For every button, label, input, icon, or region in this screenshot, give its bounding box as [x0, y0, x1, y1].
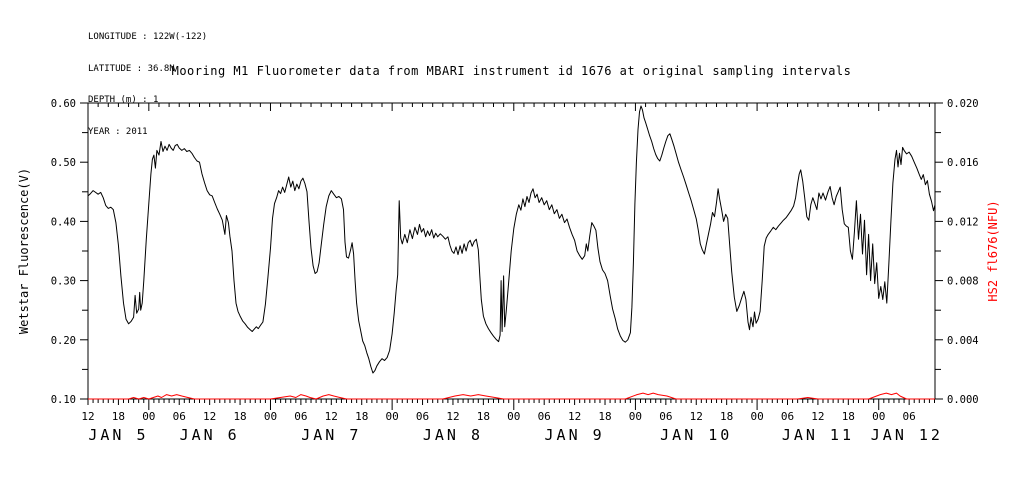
metadata-latitude: LATITUDE : 36.8N — [88, 63, 175, 74]
svg-text:06: 06 — [659, 410, 673, 423]
left-axis-ticks — [80, 103, 88, 399]
svg-text:JAN 7: JAN 7 — [301, 426, 362, 444]
svg-text:12: 12 — [689, 410, 703, 423]
svg-text:JAN 12: JAN 12 — [870, 426, 943, 444]
svg-text:0.020: 0.020 — [947, 98, 979, 110]
svg-text:0.016: 0.016 — [947, 157, 979, 170]
svg-text:12: 12 — [324, 410, 338, 423]
svg-text:0.012: 0.012 — [947, 216, 979, 229]
bottom-axis-ticks — [88, 399, 934, 410]
svg-text:18: 18 — [111, 410, 126, 423]
right-axis-ticks — [935, 103, 943, 399]
wetstar-series-line — [88, 106, 935, 373]
svg-text:18: 18 — [355, 410, 369, 423]
hs2-series-line — [88, 393, 935, 399]
top-axis-ticks — [88, 103, 929, 111]
svg-text:JAN 11: JAN 11 — [781, 426, 855, 444]
metadata-depth: DEPTH (m) : 1 — [88, 95, 159, 105]
svg-text:12: 12 — [446, 410, 460, 423]
metadata-longitude: LONGITUDE : 122W(-122) — [88, 32, 208, 42]
svg-text:12: 12 — [81, 410, 95, 423]
right-axis-title: HS2 fl676(NFU) — [986, 200, 1000, 302]
left-axis-tick-labels — [51, 98, 76, 406]
svg-text:18: 18 — [720, 410, 734, 423]
svg-text:JAN 6: JAN 6 — [179, 426, 240, 444]
svg-text:00: 00 — [385, 410, 399, 423]
left-axis-title: Wetstar Fluorescence(V) — [17, 167, 31, 335]
svg-text:0.008: 0.008 — [947, 275, 979, 288]
day-labels — [88, 426, 943, 444]
svg-text:0.50: 0.50 — [50, 157, 76, 170]
svg-text:06: 06 — [415, 410, 430, 423]
svg-text:12: 12 — [811, 410, 825, 423]
svg-text:00: 00 — [750, 410, 764, 423]
svg-text:JAN 5: JAN 5 — [88, 426, 149, 444]
svg-text:06: 06 — [780, 410, 795, 423]
svg-text:0.20: 0.20 — [50, 334, 76, 347]
svg-text:12: 12 — [203, 410, 217, 423]
svg-text:0.30: 0.30 — [50, 275, 76, 288]
svg-text:12: 12 — [567, 410, 582, 423]
svg-text:18: 18 — [233, 410, 247, 423]
svg-text:06: 06 — [294, 410, 308, 423]
svg-text:18: 18 — [476, 410, 490, 423]
svg-text:06: 06 — [537, 410, 551, 423]
svg-text:00: 00 — [263, 410, 278, 423]
svg-text:18: 18 — [841, 410, 855, 423]
svg-text:JAN 9: JAN 9 — [544, 426, 605, 444]
svg-text:18: 18 — [598, 410, 612, 423]
hour-labels — [81, 410, 915, 423]
svg-text:0.10: 0.10 — [50, 394, 76, 406]
svg-text:JAN 10: JAN 10 — [660, 426, 733, 444]
svg-text:00: 00 — [142, 410, 156, 423]
svg-text:00: 00 — [507, 410, 521, 423]
svg-text:06: 06 — [172, 410, 186, 423]
svg-text:JAN 8: JAN 8 — [422, 426, 484, 444]
metadata-year: YEAR : 2011 — [88, 126, 148, 137]
svg-text:0.004: 0.004 — [947, 334, 979, 347]
svg-text:06: 06 — [902, 410, 916, 423]
chart-title: Mooring M1 Fluorometer data from MBARI instrument id 1676 at original sampling intervals — [171, 64, 852, 78]
svg-text:00: 00 — [628, 410, 643, 423]
right-axis-tick-labels — [947, 98, 979, 406]
svg-text:0.60: 0.60 — [50, 98, 76, 110]
svg-text:0.40: 0.40 — [50, 216, 76, 229]
svg-text:00: 00 — [872, 410, 886, 423]
svg-text:0.000: 0.000 — [947, 394, 979, 406]
